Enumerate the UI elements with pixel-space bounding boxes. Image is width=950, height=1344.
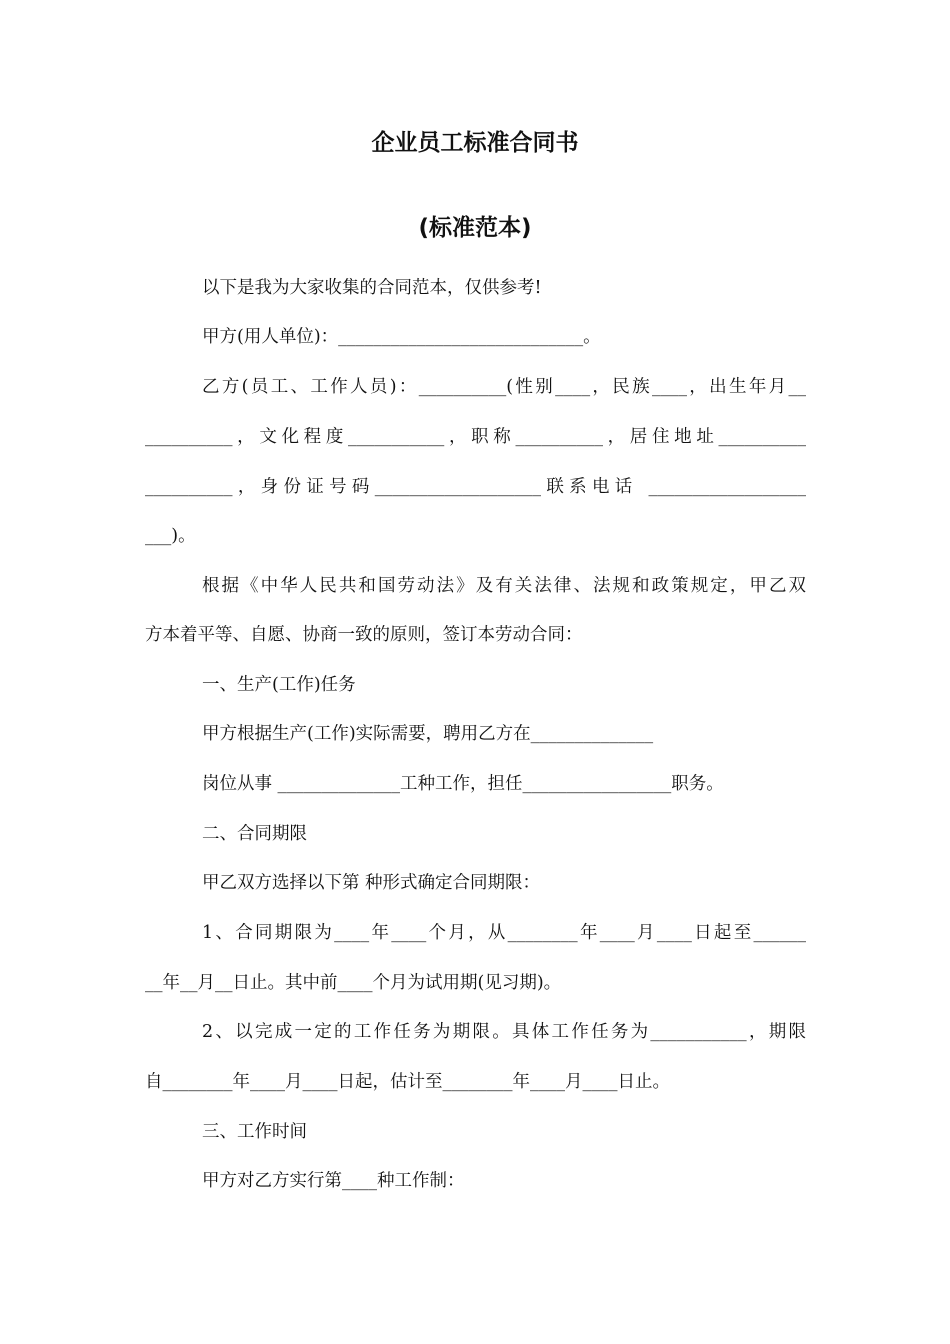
party-b-line-1: 乙方(员工、工作人员)：__________(性别____，民族____，出生年月__ [202, 377, 806, 397]
term-intro-line: 甲乙双方选择以下第 种形式确定合同期限： [202, 873, 541, 893]
preamble-line-2: 方本着平等、自愿、协商一致的原则，签订本劳动合同： [145, 625, 583, 645]
term-option-2-line-1: 2、以完成一定的工作任务为期限。具体工作任务为___________，期限 [202, 1022, 806, 1042]
preamble-line-1: 根据《中华人民共和国劳动法》及有关法律、法规和政策规定，甲乙双 [202, 576, 806, 596]
term-option-1-line-1: 1、合同期限为____年____个月，从________年____月____日起至______ [202, 923, 806, 943]
task-line-2: 岗位从事 ______________工种工作，担任_________________职务。 [202, 774, 724, 794]
task-line-1: 甲方根据生产(工作)实际需要，聘用乙方在______________ [202, 724, 654, 744]
party-a-line: 甲方(用人单位)：____________________________。 [202, 327, 601, 347]
party-b-line-4: ___)。 [145, 526, 196, 546]
section-heading-1: 一、生产(工作)任务 [202, 675, 356, 695]
party-b-line-2: __________，文化程度___________，职称__________，居住地址__________ [145, 427, 806, 447]
intro-text: 以下是我为大家收集的合同范本，仅供参考! [202, 278, 542, 298]
section-heading-2: 二、合同期限 [202, 824, 307, 844]
document-title: 企业员工标准合同书 [371, 130, 579, 156]
section-heading-3: 三、工作时间 [202, 1122, 307, 1142]
party-b-line-3: __________，身份证号码___________________联系电话 __________________ [145, 477, 806, 497]
document-subtitle: (标准范本) [418, 215, 532, 241]
term-option-2-line-2: 自________年____月____日起，估计至________年____月____日止。 [145, 1072, 670, 1092]
work-system-line: 甲方对乙方实行第____种工作制： [202, 1171, 465, 1191]
term-option-1-line-2: __年__月__日止。其中前____个月为试用期(见习期)。 [145, 973, 562, 993]
